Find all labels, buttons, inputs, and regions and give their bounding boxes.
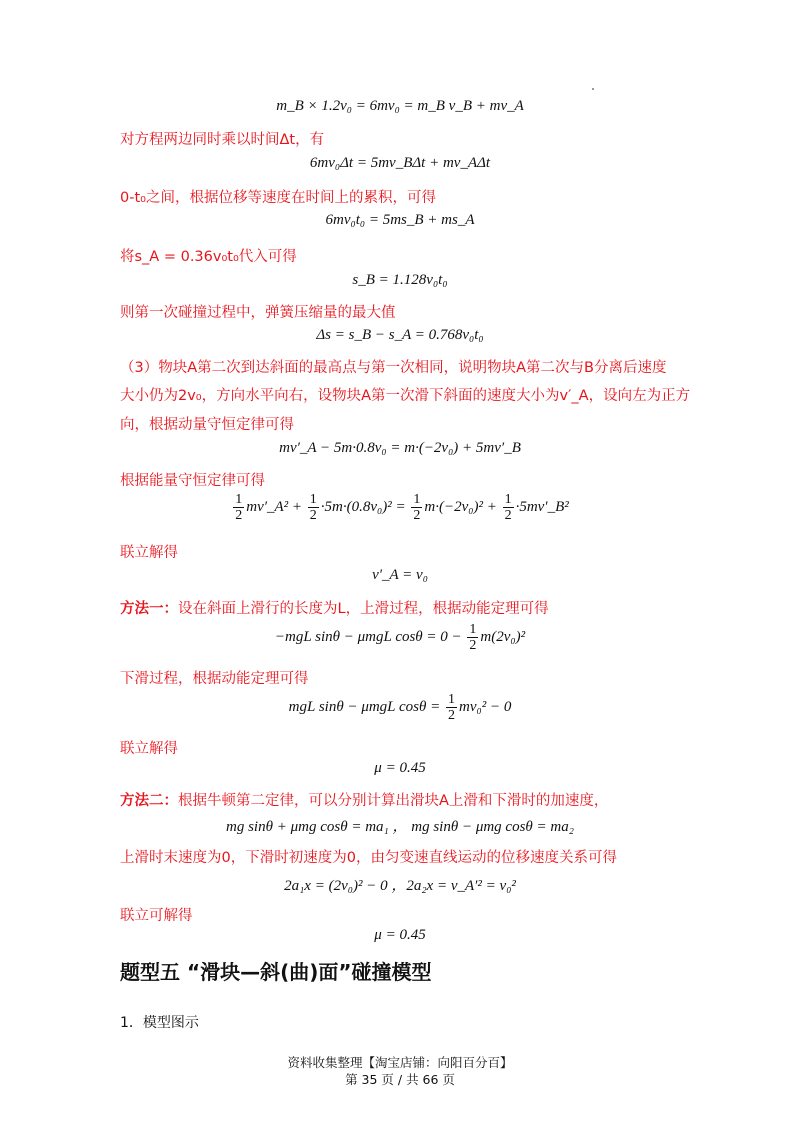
equation-sb: s_B = 1.128v₀t₀ — [352, 272, 448, 288]
text-kinematics: 上滑时末速度为0，下滑时初速度为0，由匀变速直线运动的位移速度关系可得 — [120, 850, 617, 866]
footer-page-number: 第 35 页 / 共 66 页 — [345, 1072, 455, 1087]
decorative-dot — [592, 88, 594, 90]
footer-source: 资料收集整理【淘宝店铺：向阳百分百】 — [287, 1055, 513, 1070]
text-solve-3: 联立可解得 — [120, 908, 193, 924]
fraction-half: $\frac{1}{2}$ — [469, 622, 477, 653]
fraction-half: $\frac{1}{2}$ — [309, 492, 317, 523]
text-method-1: 方法一：设在斜面上滑行的长度为L，上滑过程，根据动能定理可得 — [120, 601, 549, 617]
text-multiply-dt: 对方程两边同时乘以时间Δt，有 — [120, 132, 325, 148]
fraction-half: $\frac{1}{2}$ — [504, 492, 512, 523]
text-max-compression: 则第一次碰撞过程中，弹簧压缩量的最大值 — [120, 305, 396, 321]
equation-downslide-energy: mgL sinθ − μmgL cosθ = $\frac{1}{2}$ mv₀² − 0 — [288, 692, 512, 723]
text-part3-line3: 向，根据动量守恒定律可得 — [120, 417, 294, 433]
text-solve-2: 联立解得 — [120, 741, 178, 757]
equation-va: v′_A = v₀ — [372, 567, 428, 583]
method-2-label: 方法二： — [120, 793, 178, 809]
text-part3-line1: （3）物块A第二次到达斜面的最高点与第一次相同，说明物块A第二次与B分离后速度 — [120, 360, 667, 376]
text-substitute-sa: 将s_A = 0.36v₀t₀代入可得 — [120, 249, 297, 265]
text-downslide: 下滑过程，根据动能定理可得 — [120, 671, 309, 687]
text-energy-conservation: 根据能量守恒定律可得 — [120, 473, 265, 489]
text-displacement-accumulation: 0-t₀之间，根据位移等速度在时间上的累积，可得 — [120, 190, 436, 206]
equation-kinematics: 2a₁x = (2v₀)² − 0 ，2a₂x = v_A′² = v₀² — [284, 878, 516, 894]
fraction-half: $\frac{1}{2}$ — [413, 492, 421, 523]
method-1-label: 方法一： — [120, 601, 178, 617]
equation-momentum-2: mv′_A − 5m·0.8v₀ = m·(−2v₀) + 5mv′_B — [279, 440, 521, 456]
section-heading: 题型五 “滑块—斜(曲)面”碰撞模型 — [120, 960, 432, 984]
equation-upslide-energy: −mgL sinθ − μmgL cosθ = 0 − $\frac{1}{2}$ m(2v₀)² — [274, 622, 526, 653]
equation-momentum-dt: 6mv₀Δt = 5mv_BΔt + mv_AΔt — [309, 155, 491, 171]
fraction-half: $\frac{1}{2}$ — [448, 692, 455, 723]
text-part3-line2: 大小仍为2v₀，方向水平向右，设物块A第一次滑下斜面的速度大小为v′_A，设向左为正方 — [120, 388, 691, 404]
equation-displacement: 6mv₀t₀ = 5ms_B + ms_A — [325, 212, 475, 228]
equation-delta-s: Δs = s_B − s_A = 0.768v₀t₀ — [316, 327, 484, 343]
text-solve-1: 联立解得 — [120, 545, 178, 561]
equation-momentum-1: m_B × 1.2v₀ = 6mv₀ = m_B v_B + mv_A — [276, 98, 524, 114]
equation-energy: $\frac{1}{2}$ mv′_A² + $\frac{1}{2}$ ·5m·(0.8v₀)² = $\frac{1}{2}$ m·(−2v₀)² + $\frac{1}{2}$ ·5mv′_B² — [235, 492, 569, 523]
text-method-2: 方法二：根据牛顿第二定律，可以分别计算出滑块A上滑和下滑时的加速度， — [120, 793, 609, 809]
item-model-diagram: 1．模型图示 — [120, 1015, 199, 1031]
equation-mu-2: μ = 0.45 — [374, 927, 426, 943]
fraction-half: $\frac{1}{2}$ — [235, 492, 243, 523]
equation-mu-1: μ = 0.45 — [374, 760, 426, 776]
equation-newton: mg sinθ + μmg cosθ = ma₁ ， mg sinθ − μmg cosθ = ma₂ — [226, 819, 574, 835]
